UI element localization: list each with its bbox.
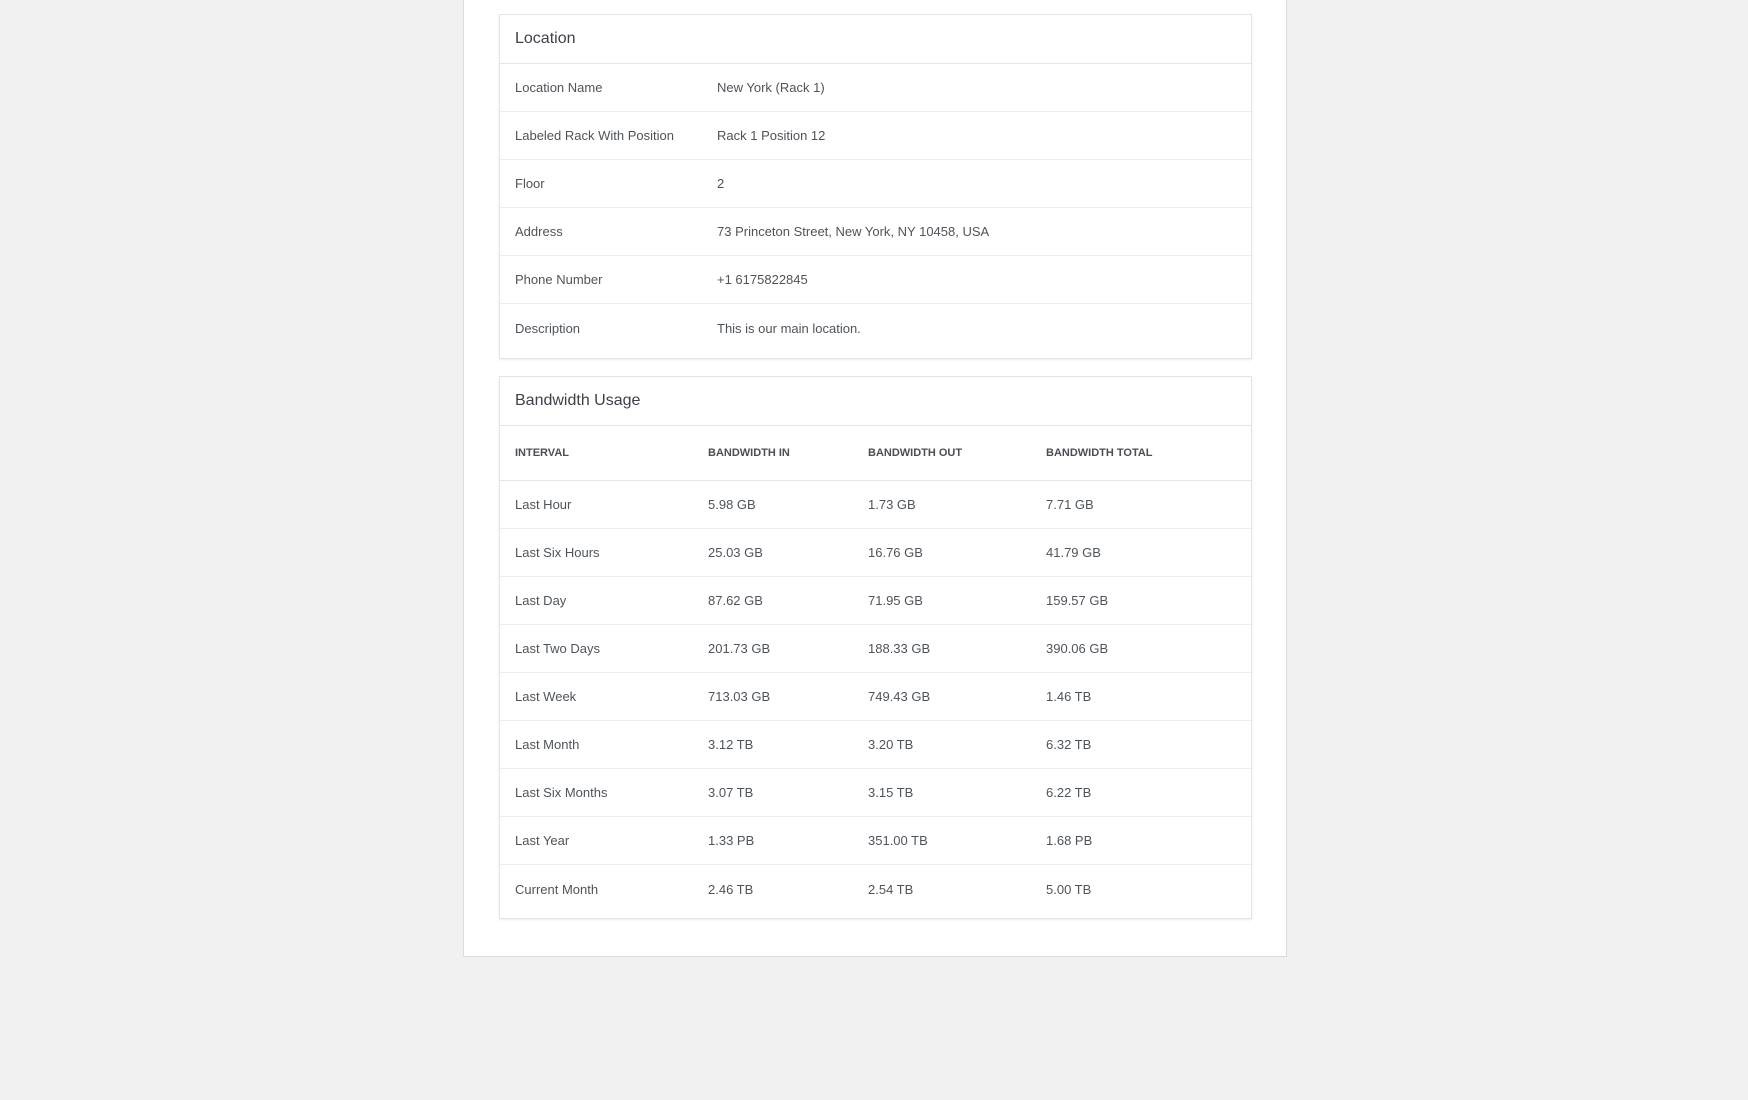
interval-cell: Last Month — [515, 737, 580, 752]
table-row — [500, 769, 1251, 817]
bandwidth-out-cell: 351.00 TB — [868, 833, 928, 848]
bandwidth-card-title: Bandwidth Usage — [515, 392, 641, 409]
table-row — [500, 721, 1251, 769]
location-card-header — [500, 15, 1251, 64]
detail-value: Rack 1 Position 12 — [717, 128, 826, 143]
bandwidth-in-cell: 2.46 TB — [708, 881, 754, 897]
location-details — [500, 64, 1251, 352]
interval-cell: Last Year — [515, 833, 570, 848]
bandwidth-out-cell: 71.95 GB — [868, 593, 923, 608]
bandwidth-out-cell: 3.20 TB — [868, 737, 914, 752]
bandwidth-out-cell: 749.43 GB — [868, 689, 931, 704]
column-header-bandwidth-total: BANDWIDTH TOTAL — [1046, 447, 1153, 459]
table-header-row — [500, 426, 1251, 481]
bandwidth-total-cell: 5.00 TB — [1046, 881, 1092, 897]
bandwidth-card — [499, 376, 1252, 919]
interval-cell: Last Week — [515, 689, 577, 704]
bandwidth-total-cell: 1.46 TB — [1046, 689, 1092, 704]
detail-label: Address — [515, 224, 563, 239]
bandwidth-in-cell: 201.73 GB — [708, 641, 771, 656]
table-row — [500, 817, 1251, 865]
detail-label: Phone Number — [515, 272, 603, 287]
column-header-interval: INTERVAL — [515, 447, 569, 459]
bandwidth-total-cell: 41.79 GB — [1046, 545, 1101, 560]
table-row — [500, 481, 1251, 529]
bandwidth-in-cell: 3.12 TB — [708, 737, 754, 752]
bandwidth-out-cell: 2.54 TB — [868, 881, 914, 897]
interval-cell: Last Six Hours — [515, 545, 600, 560]
location-card — [499, 14, 1252, 359]
detail-value: New York (Rack 1) — [717, 80, 825, 95]
bandwidth-total-cell: 159.57 GB — [1046, 593, 1109, 608]
bandwidth-table — [500, 426, 1251, 913]
bandwidth-in-cell: 3.07 TB — [708, 785, 754, 800]
table-row — [500, 625, 1251, 673]
bandwidth-in-cell: 87.62 GB — [708, 593, 763, 608]
content-panel — [463, 0, 1287, 957]
bandwidth-total-cell: 390.06 GB — [1046, 641, 1109, 656]
bandwidth-in-cell: 713.03 GB — [708, 689, 771, 704]
phone-number-row — [500, 256, 1251, 304]
bandwidth-in-cell: 5.98 GB — [708, 497, 756, 512]
bandwidth-out-cell: 188.33 GB — [868, 641, 931, 656]
address-row — [500, 208, 1251, 256]
detail-value: This is our main location. — [717, 320, 861, 336]
detail-value: +1 6175822845 — [717, 272, 808, 287]
column-header-bandwidth-in: BANDWIDTH IN — [708, 447, 790, 459]
bandwidth-in-cell: 25.03 GB — [708, 545, 763, 560]
interval-cell: Last Six Months — [515, 785, 608, 800]
bandwidth-total-cell: 6.32 TB — [1046, 737, 1092, 752]
bandwidth-total-cell: 1.68 PB — [1046, 833, 1093, 848]
bandwidth-out-cell: 3.15 TB — [868, 785, 914, 800]
detail-label: Description — [515, 320, 581, 336]
description-row — [500, 304, 1251, 352]
table-row — [500, 577, 1251, 625]
floor-row — [500, 160, 1251, 208]
interval-cell: Last Hour — [515, 497, 572, 512]
interval-cell: Last Day — [515, 593, 567, 608]
location-card-title: Location — [515, 30, 576, 47]
table-row — [500, 673, 1251, 721]
bandwidth-in-cell: 1.33 PB — [708, 833, 755, 848]
table-row — [500, 865, 1251, 913]
location-name-row — [500, 64, 1251, 112]
bandwidth-out-cell: 16.76 GB — [868, 545, 923, 560]
bandwidth-out-cell: 1.73 GB — [868, 497, 916, 512]
bandwidth-total-cell: 6.22 TB — [1046, 785, 1092, 800]
detail-value: 2 — [717, 176, 725, 191]
detail-label: Location Name — [515, 80, 603, 95]
table-row — [500, 529, 1251, 577]
rack-position-row — [500, 112, 1251, 160]
interval-cell: Last Two Days — [515, 641, 601, 656]
detail-label: Labeled Rack With Position — [515, 128, 674, 143]
bandwidth-card-header — [500, 377, 1251, 426]
detail-label: Floor — [515, 176, 545, 191]
column-header-bandwidth-out: BANDWIDTH OUT — [868, 447, 963, 459]
interval-cell: Current Month — [515, 881, 599, 897]
bandwidth-total-cell: 7.71 GB — [1046, 497, 1094, 512]
detail-value: 73 Princeton Street, New York, NY 10458, USA — [717, 224, 990, 239]
